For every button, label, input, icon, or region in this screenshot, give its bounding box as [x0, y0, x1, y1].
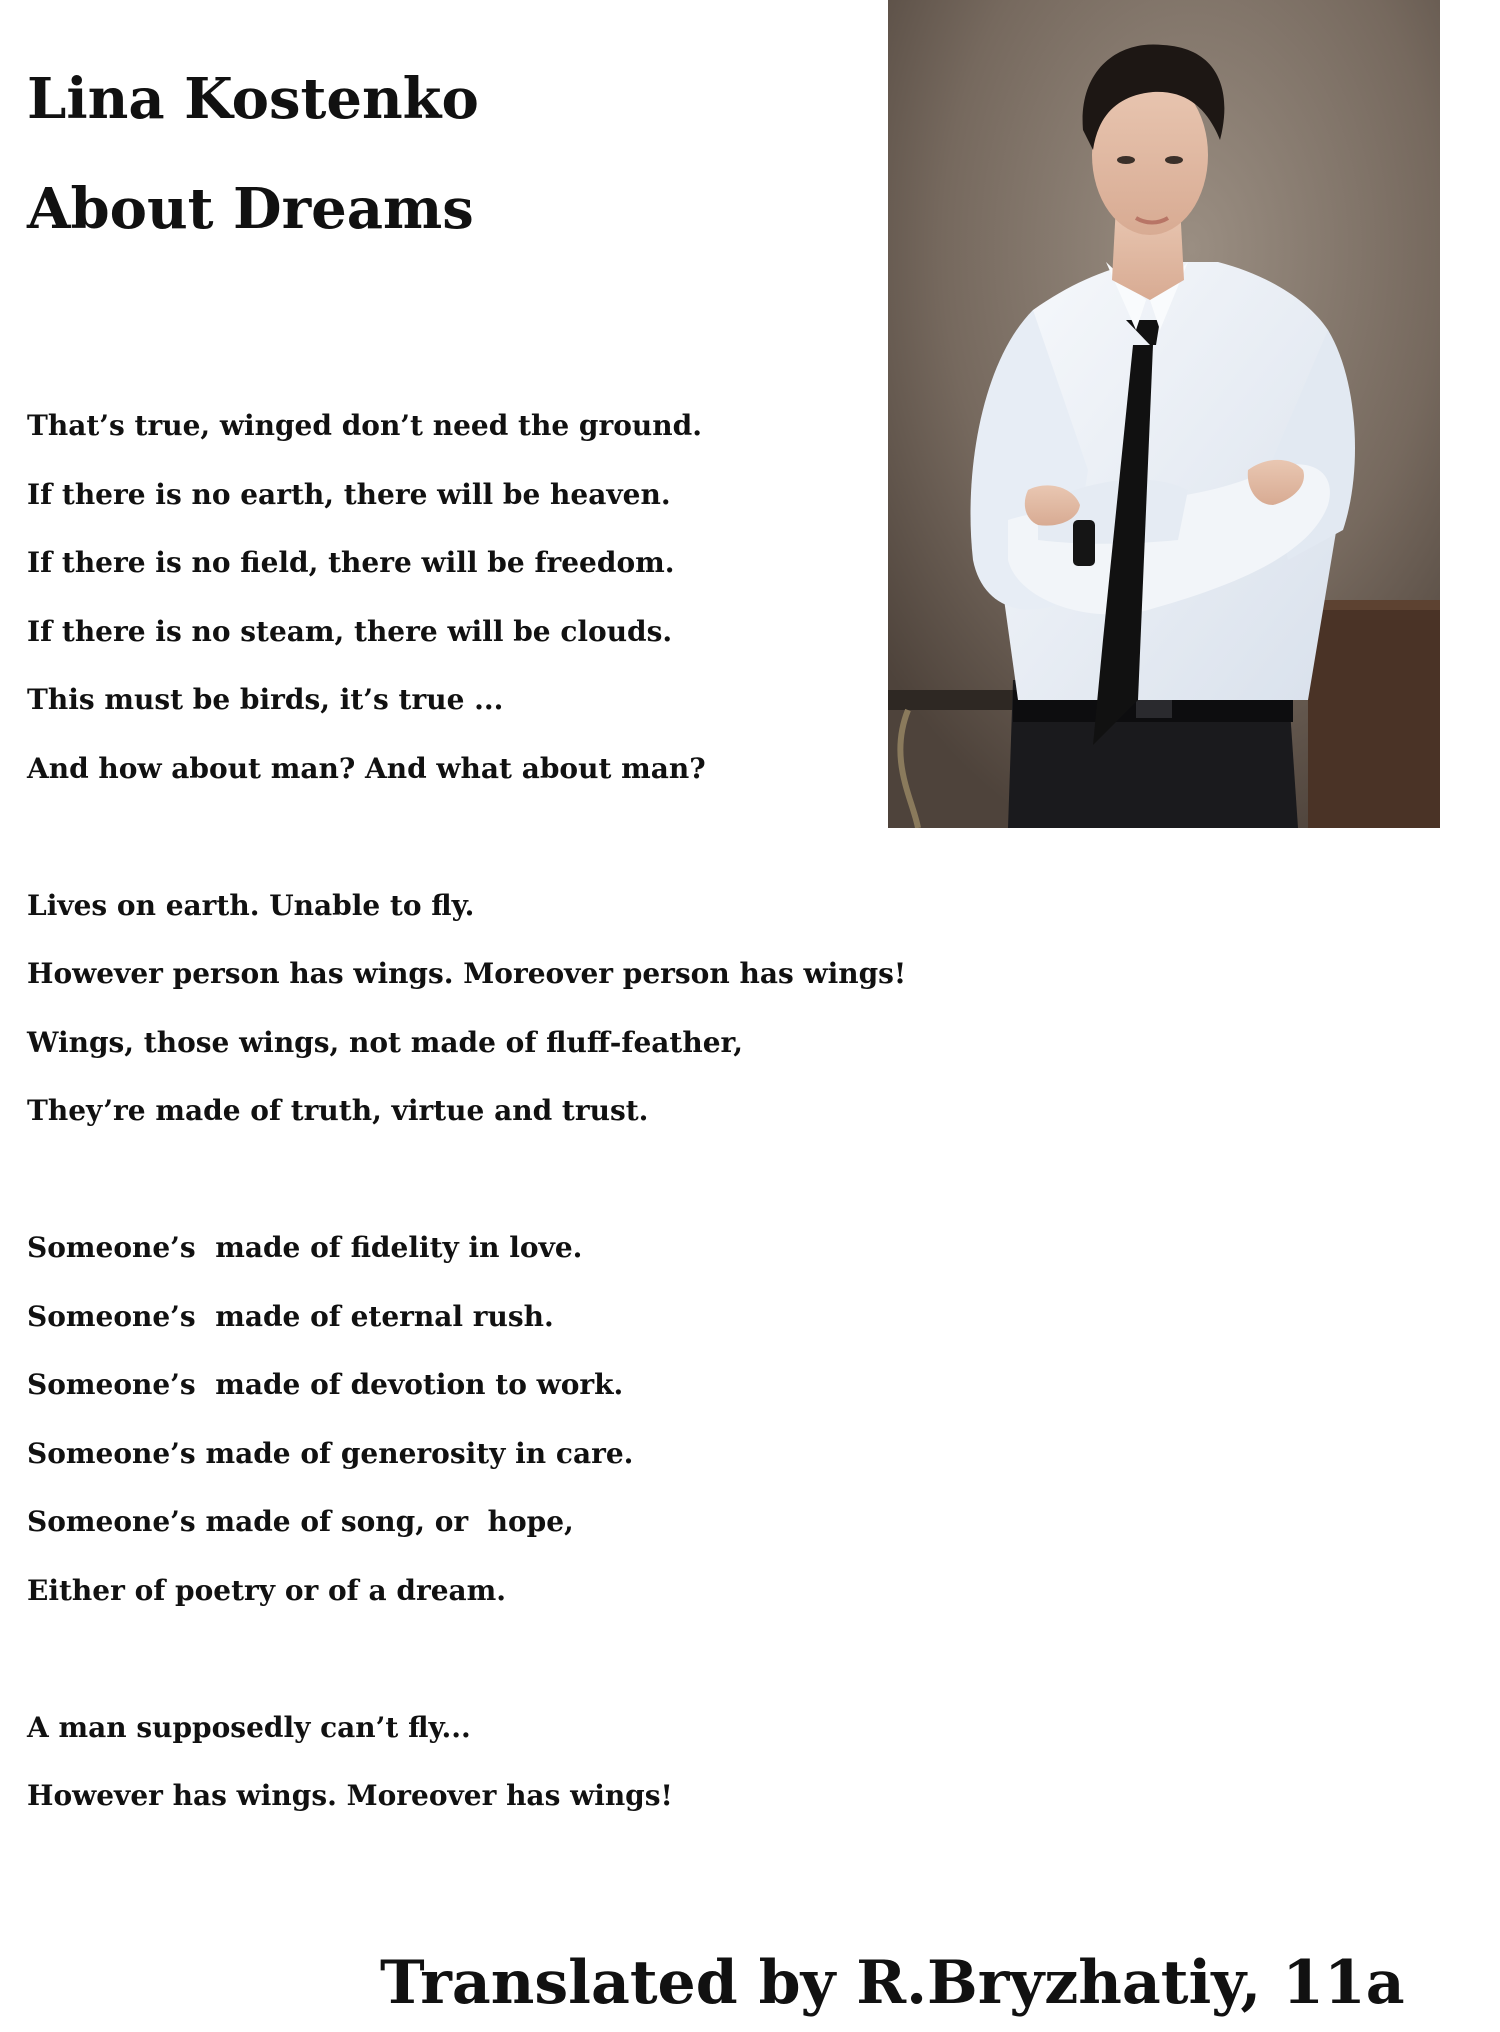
author-heading: Lina Kostenko [27, 66, 479, 132]
poem-title: About Dreams [27, 176, 474, 242]
poem-body [27, 392, 1027, 1831]
poem-line: Someone’s made of eternal rush. [27, 1299, 554, 1333]
stanza-gap [27, 1625, 1027, 1694]
poem-line: A man supposedly can’t fly... [27, 1710, 471, 1744]
poem-line: This must be birds, it’s true ... [27, 683, 504, 716]
translator-credit: Translated by R.Bryzhatiy, 11a [380, 1948, 1405, 2018]
poem-line: If there is no field, there will be freedom. [27, 546, 675, 579]
stanza-4 [27, 1694, 1027, 1831]
poem-line: Wings, those wings, not made of fluff-feather, [27, 1025, 743, 1059]
poem-line: If there is no earth, there will be heaven. [27, 477, 671, 511]
stanza-3 [27, 1214, 1027, 1625]
poem-line: That’s true, winged don’t need the ground. [27, 409, 702, 442]
poem-line: Either of poetry or of a dream. [27, 1573, 507, 1607]
stanza-2 [27, 872, 1027, 1146]
poem-line: And how about man? And what about man? [27, 751, 706, 785]
poem-line: Someone’s made of generosity in care. [27, 1436, 634, 1470]
poem-line: They’re made of truth, virtue and trust. [27, 1094, 649, 1127]
poem-line: If there is no steam, there will be clouds. [27, 614, 673, 648]
stanza-gap [27, 1146, 1027, 1215]
poem-line: Someone’s made of fidelity in love. [27, 1231, 583, 1264]
poem-line: Lives on earth. Unable to fly. [27, 888, 475, 922]
poem-line: However has wings. Moreover has wings! [27, 1779, 673, 1812]
poem-line: Someone’s made of devotion to work. [27, 1368, 624, 1401]
stanza-gap [27, 803, 1027, 872]
stanza-1 [27, 392, 1027, 803]
poem-line: However person has wings. Moreover person has wings! [27, 957, 907, 990]
poem-line: Someone’s made of song, or hope, [27, 1505, 574, 1538]
